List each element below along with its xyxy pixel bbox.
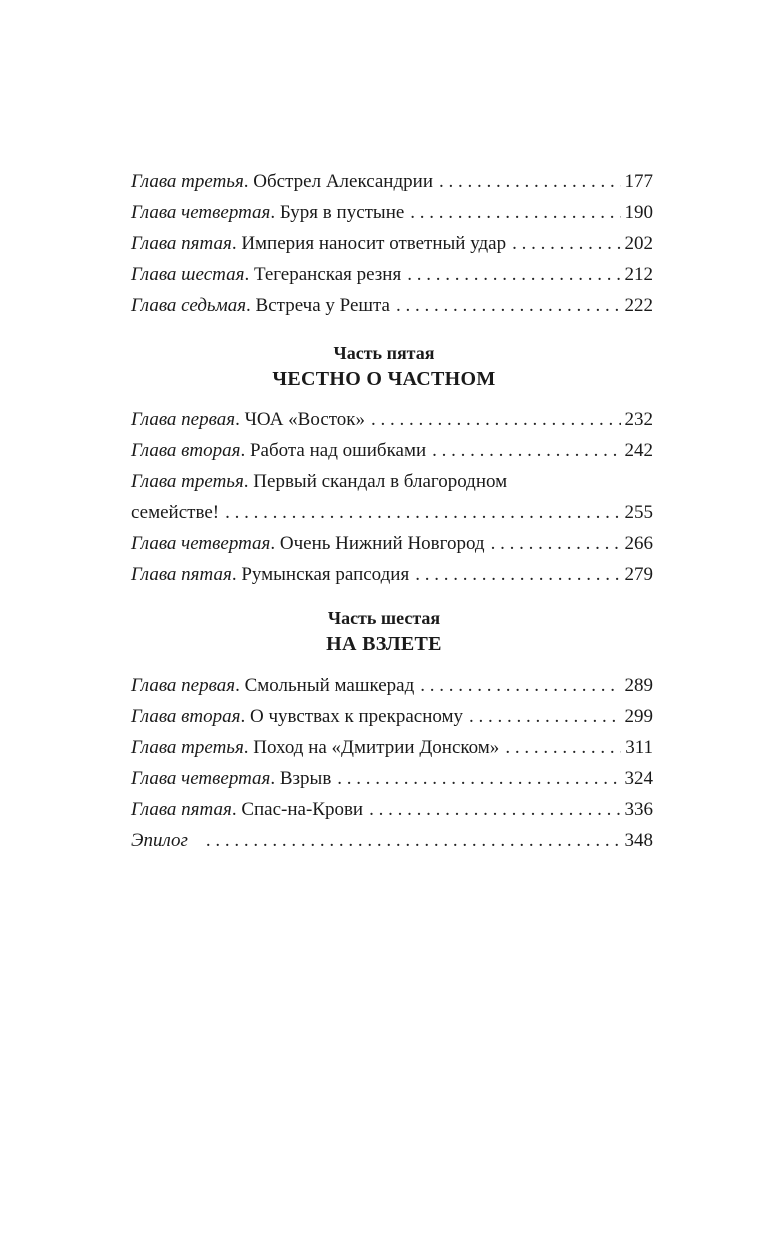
chapter-title: О чувствах к прекрасному: [249, 706, 464, 727]
chapter-title: Тегеранская резня: [253, 264, 402, 285]
page-number: 311: [625, 737, 653, 758]
toc-entry: Глава третья. Поход на «Дмитрии Донском» . . . 311: [131, 732, 653, 763]
toc-entry: Глава первая. ЧОА «Восток» . . . 232: [131, 404, 653, 435]
chapter-title: Взрыв: [279, 768, 332, 789]
chapter-title: Обстрел Александрии: [253, 171, 433, 192]
leader-dots: [396, 290, 621, 321]
chapter-label: Глава четвертая: [131, 202, 271, 223]
chapter-title: Очень Нижний Новгород: [279, 533, 485, 554]
page-number: 222: [624, 295, 653, 316]
chapter-title: Поход на «Дмитрии Донском»: [253, 737, 500, 758]
toc-block-3: [131, 670, 653, 856]
chapter-label: Глава седьмая: [131, 295, 247, 316]
chapter-label: Глава третья: [131, 171, 244, 192]
chapter-label: Глава пятая: [131, 799, 232, 820]
leader-dots: [410, 197, 620, 228]
toc-block-2: [131, 404, 653, 590]
part-heading: [0, 341, 768, 393]
toc-entry: Глава вторая. Работа над ошибками . . . 242: [131, 435, 653, 466]
page-number: 212: [624, 264, 653, 285]
toc-entry: [131, 825, 653, 856]
toc-block-1: [131, 166, 653, 321]
chapter-label: Глава третья: [131, 737, 244, 758]
chapter-title: Встреча у Решта: [255, 295, 390, 316]
leader-dots: [512, 228, 620, 259]
chapter-label: Глава шестая: [131, 264, 245, 285]
page-number: 348: [624, 830, 653, 851]
toc-entry: Глава пятая. Империя наносит ответный удар . . . 202: [131, 228, 653, 259]
page-number: 266: [624, 533, 653, 554]
chapter-title-continuation: семействе!: [131, 502, 220, 523]
toc-entry: Глава четвертая. Взрыв . . . 324: [131, 763, 653, 794]
chapter-title: Буря в пустыне: [279, 202, 405, 223]
leader-dots: [420, 670, 620, 701]
chapter-title: Работа над ошибками: [249, 440, 427, 461]
leader-dots: [369, 794, 620, 825]
leader-dots: [469, 701, 620, 732]
page-number: 336: [624, 799, 653, 820]
chapter-title: Смольный машкерад: [244, 675, 415, 696]
leader-dots: [337, 763, 620, 794]
toc-entry: Глава третья. Первый скандал в благородном семействе! . . . 255: [131, 466, 653, 528]
chapter-title: ЧОА «Восток»: [244, 409, 366, 430]
toc-entry: Глава четвертая. Очень Нижний Новгород . . . 266: [131, 528, 653, 559]
page-number: 299: [624, 706, 653, 727]
leader-dots: [206, 825, 621, 856]
part-heading: [0, 606, 768, 658]
page-number: 242: [624, 440, 653, 461]
toc-entry: Глава четвертая. Буря в пустыне . . . 190: [131, 197, 653, 228]
leader-dots: [491, 528, 621, 559]
chapter-label: Глава четвертая: [131, 768, 271, 789]
toc-entry: Глава пятая. Румынская рапсодия . . . 279: [131, 559, 653, 590]
chapter-label: Глава третья: [131, 471, 244, 492]
chapter-label: Глава пятая: [131, 564, 232, 585]
leader-dots: [432, 435, 620, 466]
toc-entry: Глава шестая. Тегеранская резня . . . 212: [131, 259, 653, 290]
toc-entry: Глава седьмая. Встреча у Решта . . . 222: [131, 290, 653, 321]
page-number: 232: [624, 409, 653, 430]
page-number: 202: [624, 233, 653, 254]
leader-dots: [407, 259, 620, 290]
leader-dots: [371, 404, 620, 435]
chapter-label: Глава первая: [131, 675, 236, 696]
page-number: 279: [624, 564, 653, 585]
page-number: 324: [624, 768, 653, 789]
chapter-title: Империя наносит ответный удар: [241, 233, 507, 254]
part-number: Часть шестая: [327, 608, 441, 628]
toc-entry: Глава вторая. О чувствах к прекрасному . . . 299: [131, 701, 653, 732]
toc-entry: Глава первая. Смольный машкерад . . . 289: [131, 670, 653, 701]
chapter-label: Глава четвертая: [131, 533, 271, 554]
page-number: 255: [624, 502, 653, 523]
page-number: 177: [624, 171, 653, 192]
leader-dots: [415, 559, 620, 590]
epilogue-label: Эпилог: [131, 830, 188, 851]
page-number: 190: [624, 202, 653, 223]
toc-entry: Глава третья. Обстрел Александрии . . . 177: [131, 166, 653, 197]
chapter-label: Глава вторая: [131, 706, 241, 727]
leader-dots: [505, 732, 621, 763]
part-number: Часть пятая: [333, 343, 435, 363]
chapter-label: Глава пятая: [131, 233, 232, 254]
leader-dots: [225, 497, 620, 528]
page-number: 289: [624, 675, 653, 696]
chapter-label: Глава вторая: [131, 440, 241, 461]
chapter-title: Спас-на-Крови: [241, 799, 364, 820]
chapter-title: Первый скандал в благородном: [253, 471, 508, 492]
part-title: ЧЕСТНО О ЧАСТНОМ: [272, 368, 496, 390]
leader-dots: [439, 166, 621, 197]
chapter-label: Глава первая: [131, 409, 236, 430]
chapter-title: Румынская рапсодия: [241, 564, 410, 585]
part-title: НА ВЗЛЕТЕ: [326, 633, 442, 655]
toc-entry: Глава пятая. Спас-на-Крови . . . 336: [131, 794, 653, 825]
